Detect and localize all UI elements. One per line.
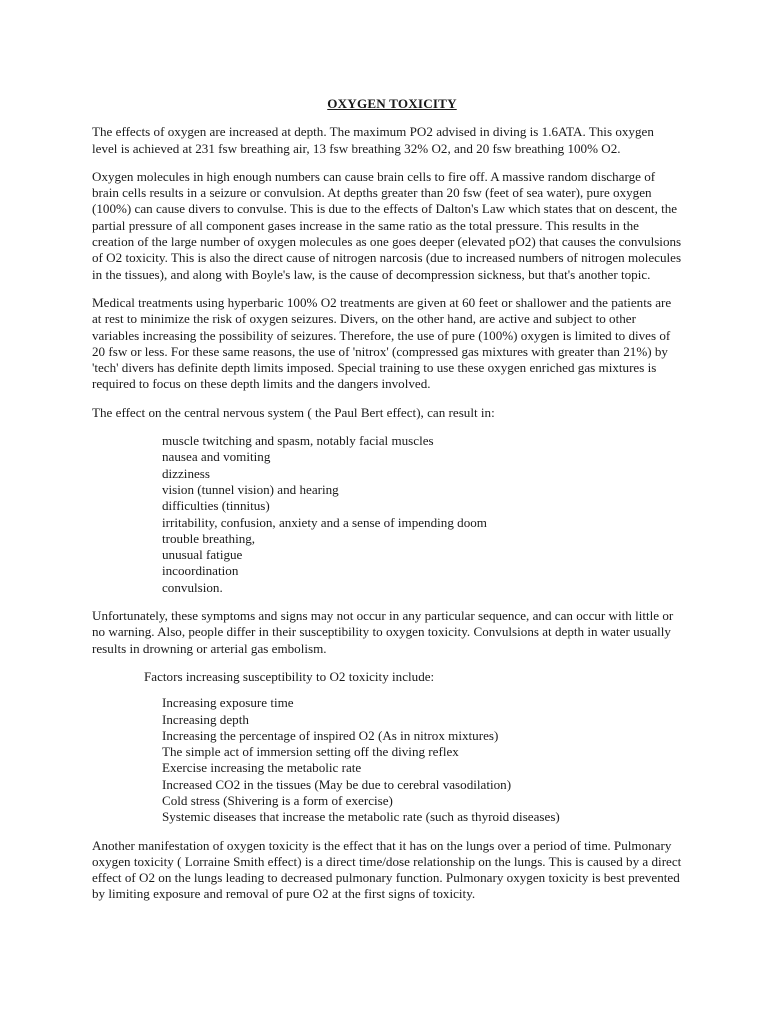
list-item: The simple act of immersion setting off the diving reflex (162, 744, 459, 760)
list-item: incoordination (162, 563, 239, 579)
list-item: nausea and vomiting (162, 449, 271, 465)
paragraph-medical-treatments: Medical treatments using hyperbaric 100% O2 treatments are given at 60 feet or shallower and the patients are at rest to minimize the risk of oxygen seizures. Divers, on the other hand, are active and subject to other variables increasing the possibility of seizures. Therefore, the use of pure (100%) oxygen is limited to dives of 20 fsw or less. For these same reasons, the use of 'nitrox' (compressed gas mixtures with greater than 21%) by 'tech' divers has definite depth limits imposed. Special training to use these oxygen enriched gas mixtures is required to focus on these depth limits and the dangers involved. (92, 294, 672, 392)
list-item: muscle twitching and spasm, notably facial muscles (162, 433, 434, 449)
list-item: Increased CO2 in the tissues (May be due to cerebral vasodilation) (162, 776, 512, 792)
list-item: Increasing the percentage of inspired O2 (As in nitrox mixtures) (162, 727, 499, 743)
paragraph-intro: The effects of oxygen are increased at depth. The maximum PO2 advised in diving is 1.6ATA. This oxygen level is achieved at 231 fsw breathing air, 13 fsw breathing 32% O2, and 20 fsw breathing 100% O2. (92, 124, 654, 156)
paragraph-factors-heading: Factors increasing susceptibility to O2 toxicity include: (144, 668, 435, 684)
paragraph-pulmonary: Another manifestation of oxygen toxicity is the effect that it has on the lungs over a period of time. Pulmonary oxygen toxicity ( Lorraine Smith effect) is a direct time/dose relationship on the lungs. This is caused by a direct effect of O2 on the lungs leading to decreased pulmonary function. Pulmonary oxygen toxicity is best prevented by limiting exposure and removal of pure O2 at the first signs of toxicity. (92, 837, 682, 902)
list-item: Increasing exposure time (162, 695, 294, 711)
list-item: irritability, confusion, anxiety and a sense of impending doom (162, 514, 487, 530)
factors-list (92, 695, 682, 825)
list-item: dizziness (162, 465, 210, 481)
list-item: trouble breathing, (162, 530, 256, 546)
list-item: difficulties (tinnitus) (162, 498, 270, 514)
list-item: Exercise increasing the metabolic rate (162, 760, 362, 776)
list-item: Increasing depth (162, 711, 249, 727)
document-page (92, 96, 682, 915)
document-title: OXYGEN TOXICITY (327, 96, 457, 111)
list-item: convulsion. (162, 579, 223, 595)
paragraph-cns-effect: The effect on the central nervous system ( the Paul Bert effect), can result in: (92, 404, 495, 420)
list-item: unusual fatigue (162, 547, 243, 563)
paragraph-brain-cells: Oxygen molecules in high enough numbers can cause brain cells to fire off. A massive random discharge of brain cells results in a seizure or convulsion. At depths greater than 20 fsw (feet of sea water), pure oxygen (100%) can cause divers to convulse. This is due to the effects of Dalton's Law which states that on descent, the partial pressure of all component gases increase in the same ratio as the total pressure. This results in the creation of the large number of oxygen molecules as one goes deeper (elevated pO2) that causes the convulsions of O2 toxicity. This is also the direct cause of nitrogen narcosis (due to increased numbers of nitrogen molecules in the tissues), and along with Boyle's law, is the cause of decompression sickness, but that's another topic. (92, 168, 682, 282)
symptoms-list (92, 433, 682, 596)
paragraph-unfortunately: Unfortunately, these symptoms and signs may not occur in any particular sequence, and can occur with little or no warning. Also, people differ in their susceptibility to oxygen toxicity. Convulsions at depth in water usually results in drowning or arterial gas embolism. (92, 608, 674, 656)
list-item: Systemic diseases that increase the metabolic rate (such as thyroid diseases) (162, 809, 560, 825)
list-item: Cold stress (Shivering is a form of exercise) (162, 792, 393, 808)
list-item: vision (tunnel vision) and hearing (162, 481, 339, 497)
